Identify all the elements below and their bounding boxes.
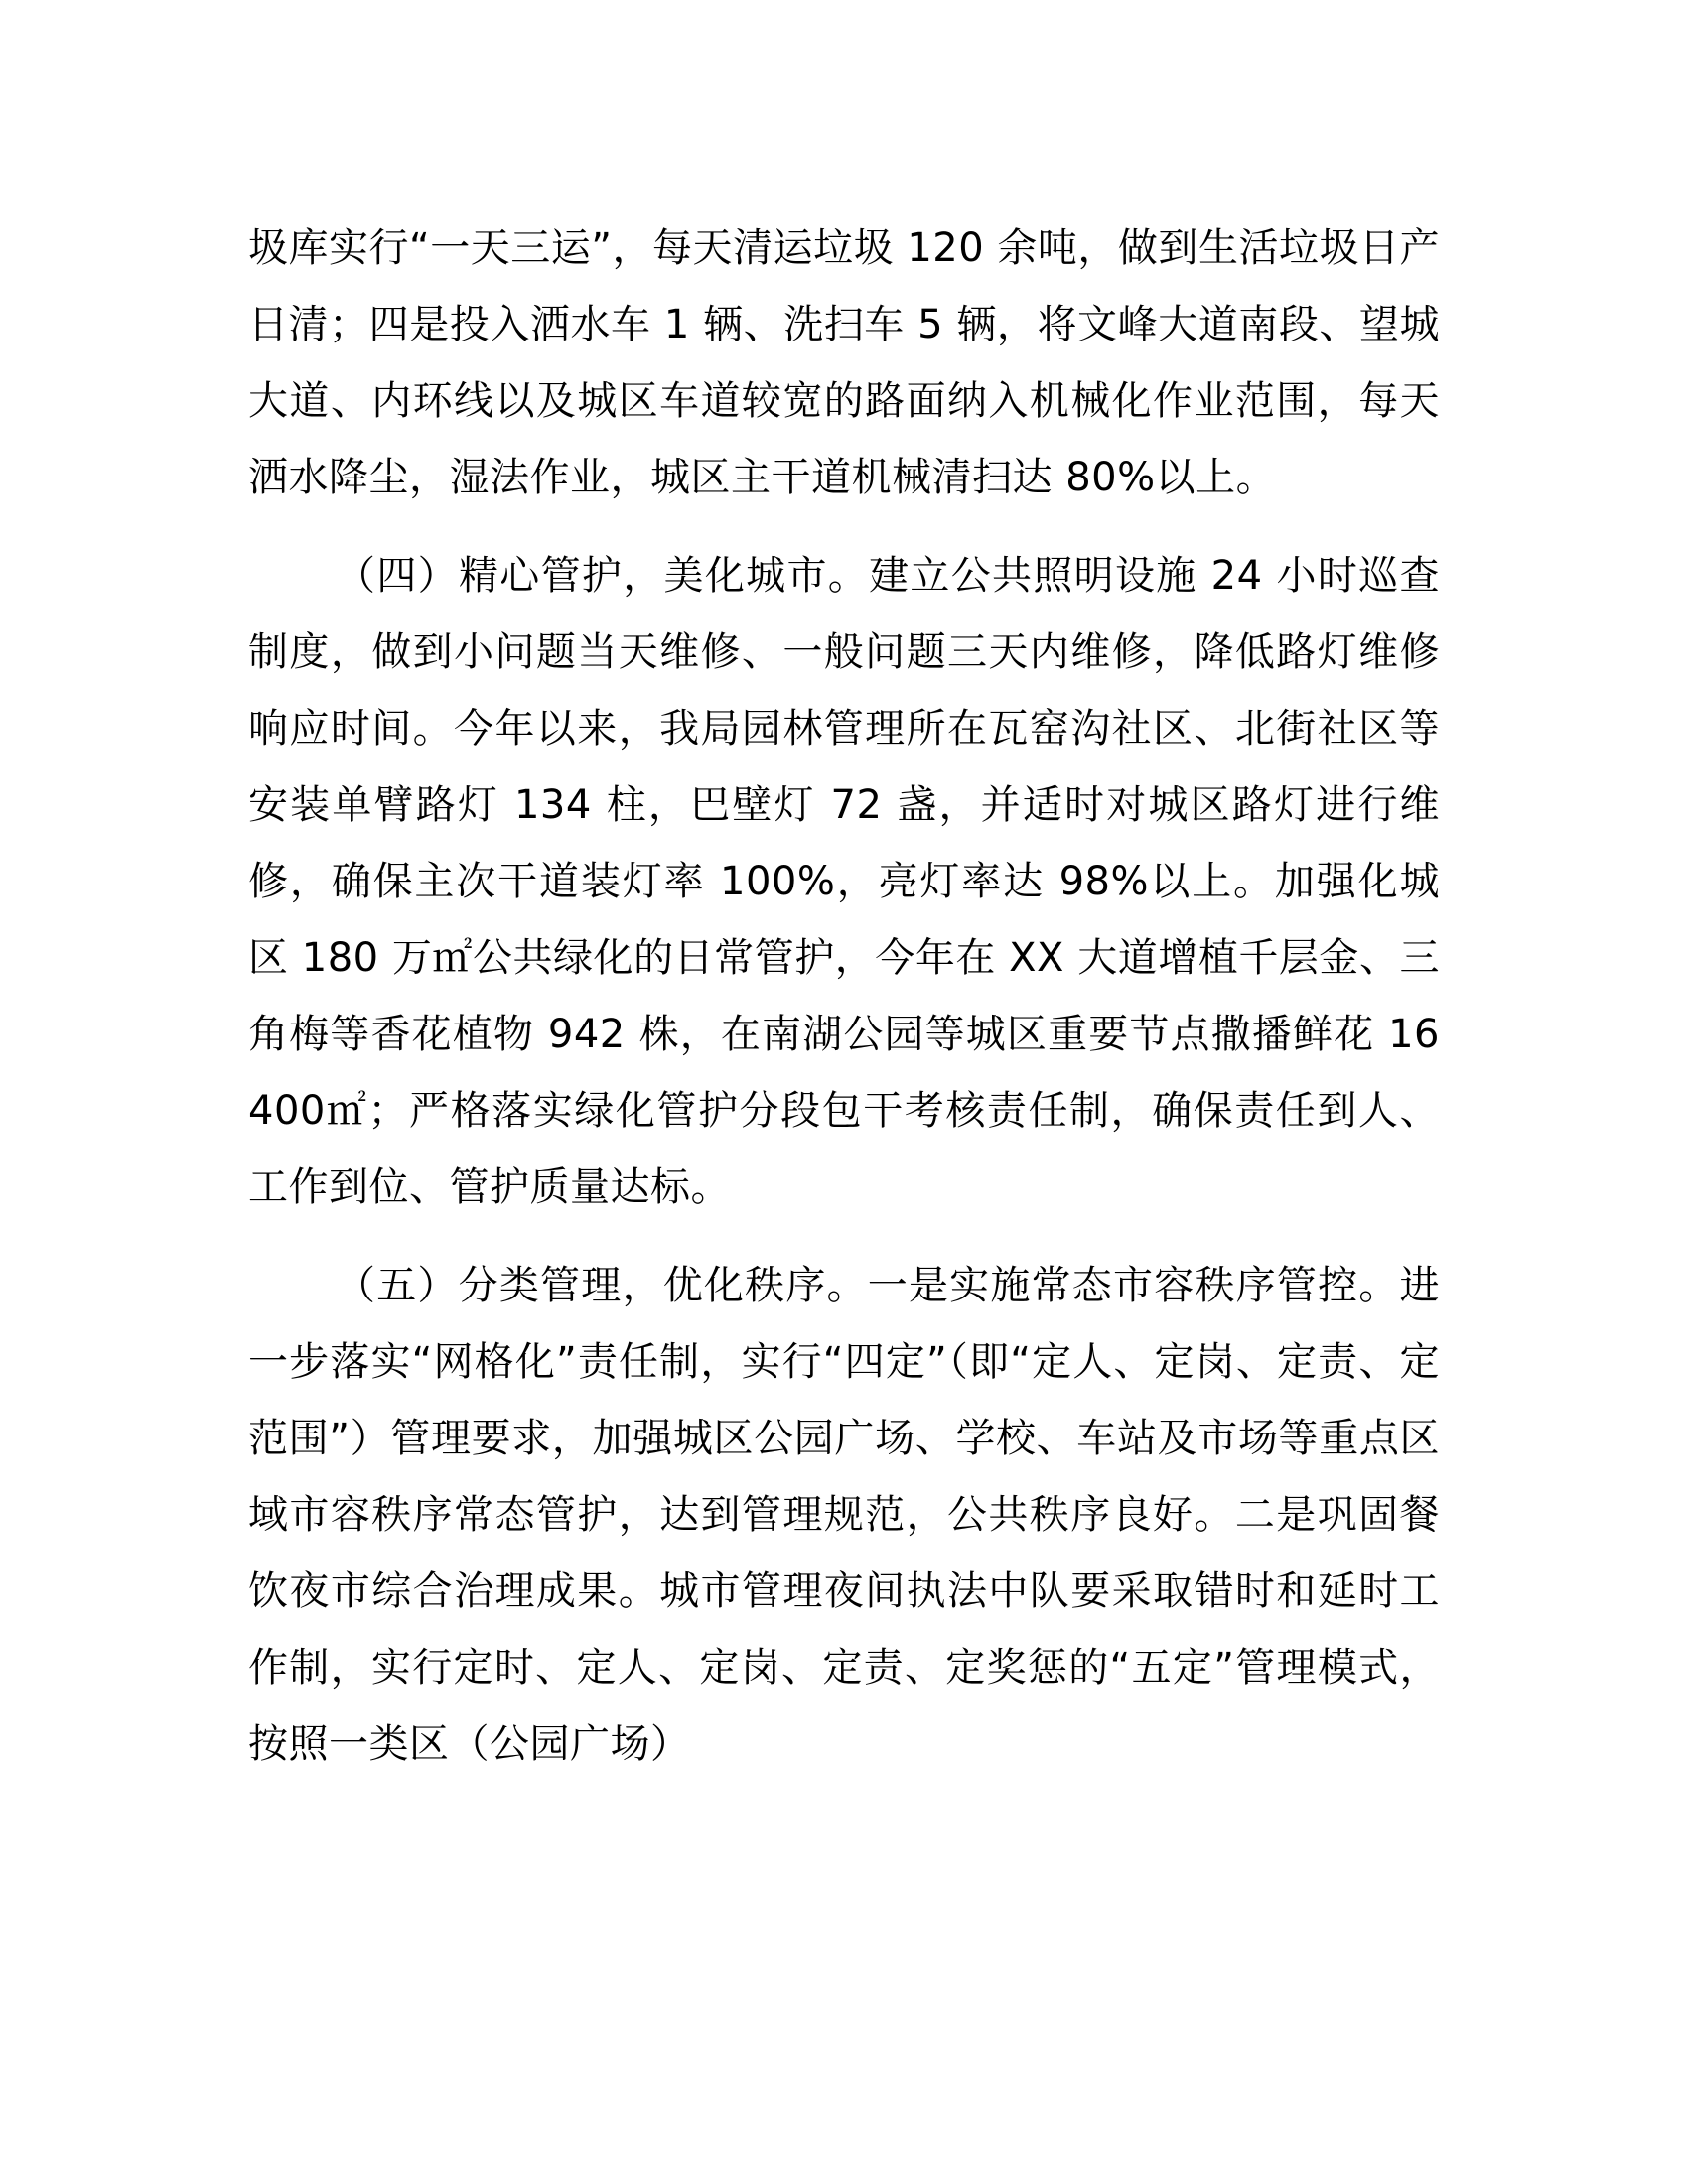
paragraph-continuation-sanitation: 圾库实行“一天三运”，每天清运垃圾 120 余吨，做到生活垃圾日产日清；四是投入洒水车 1 辆、洗扫车 5 辆，将文峰大道南段、望城大道、内环线以及城区车道较宽的路面纳入机械化作业范围，每天洒水降尘，湿法作业，城区主干道机械清扫达 80%以上。 [248, 225, 1440, 500]
paragraph-section-4-landscaping-lighting: （四）精心管护，美化城市。建立公共照明设施 24 小时巡查制度，做到小问题当天维修、一般问题三天内维修，降低路灯维修响应时间。今年以来，我局园林管理所在瓦窑沟社区、北街社区等安装单臂路灯 134 柱，巴壁灯 72 盏，并适时对城区路灯进行维修，确保主次干道装灯率 100%，亮灯率达 98%以上。加强化城区 180 万㎡公共绿化的日常管护，今年在 XX 大道增植千层金、三角梅等香花植物 942 株，在南湖公园等城区重要节点撒播鲜花 16400㎡；严格落实绿化管护分段包干考核责任制，确保责任到人、工作到位、管护质量达标。 [248, 553, 1440, 1210]
document-page [248, 210, 1440, 1805]
paragraph-section-5-order-management: （五）分类管理，优化秩序。一是实施常态市容秩序管控。进一步落实“网格化”责任制，实行“四定”（即“定人、定岗、定责、定范围”）管理要求，加强城区公园广场、学校、车站及市场等重点区域市容秩序常态管护，达到管理规范，公共秩序良好。二是巩固餐饮夜市综合治理成果。城市管理夜间执法中队要采取错时和延时工作制，实行定时、定人、定岗、定责、定奖惩的“五定”管理模式，按照一类区（公园广场） [248, 1263, 1440, 1767]
